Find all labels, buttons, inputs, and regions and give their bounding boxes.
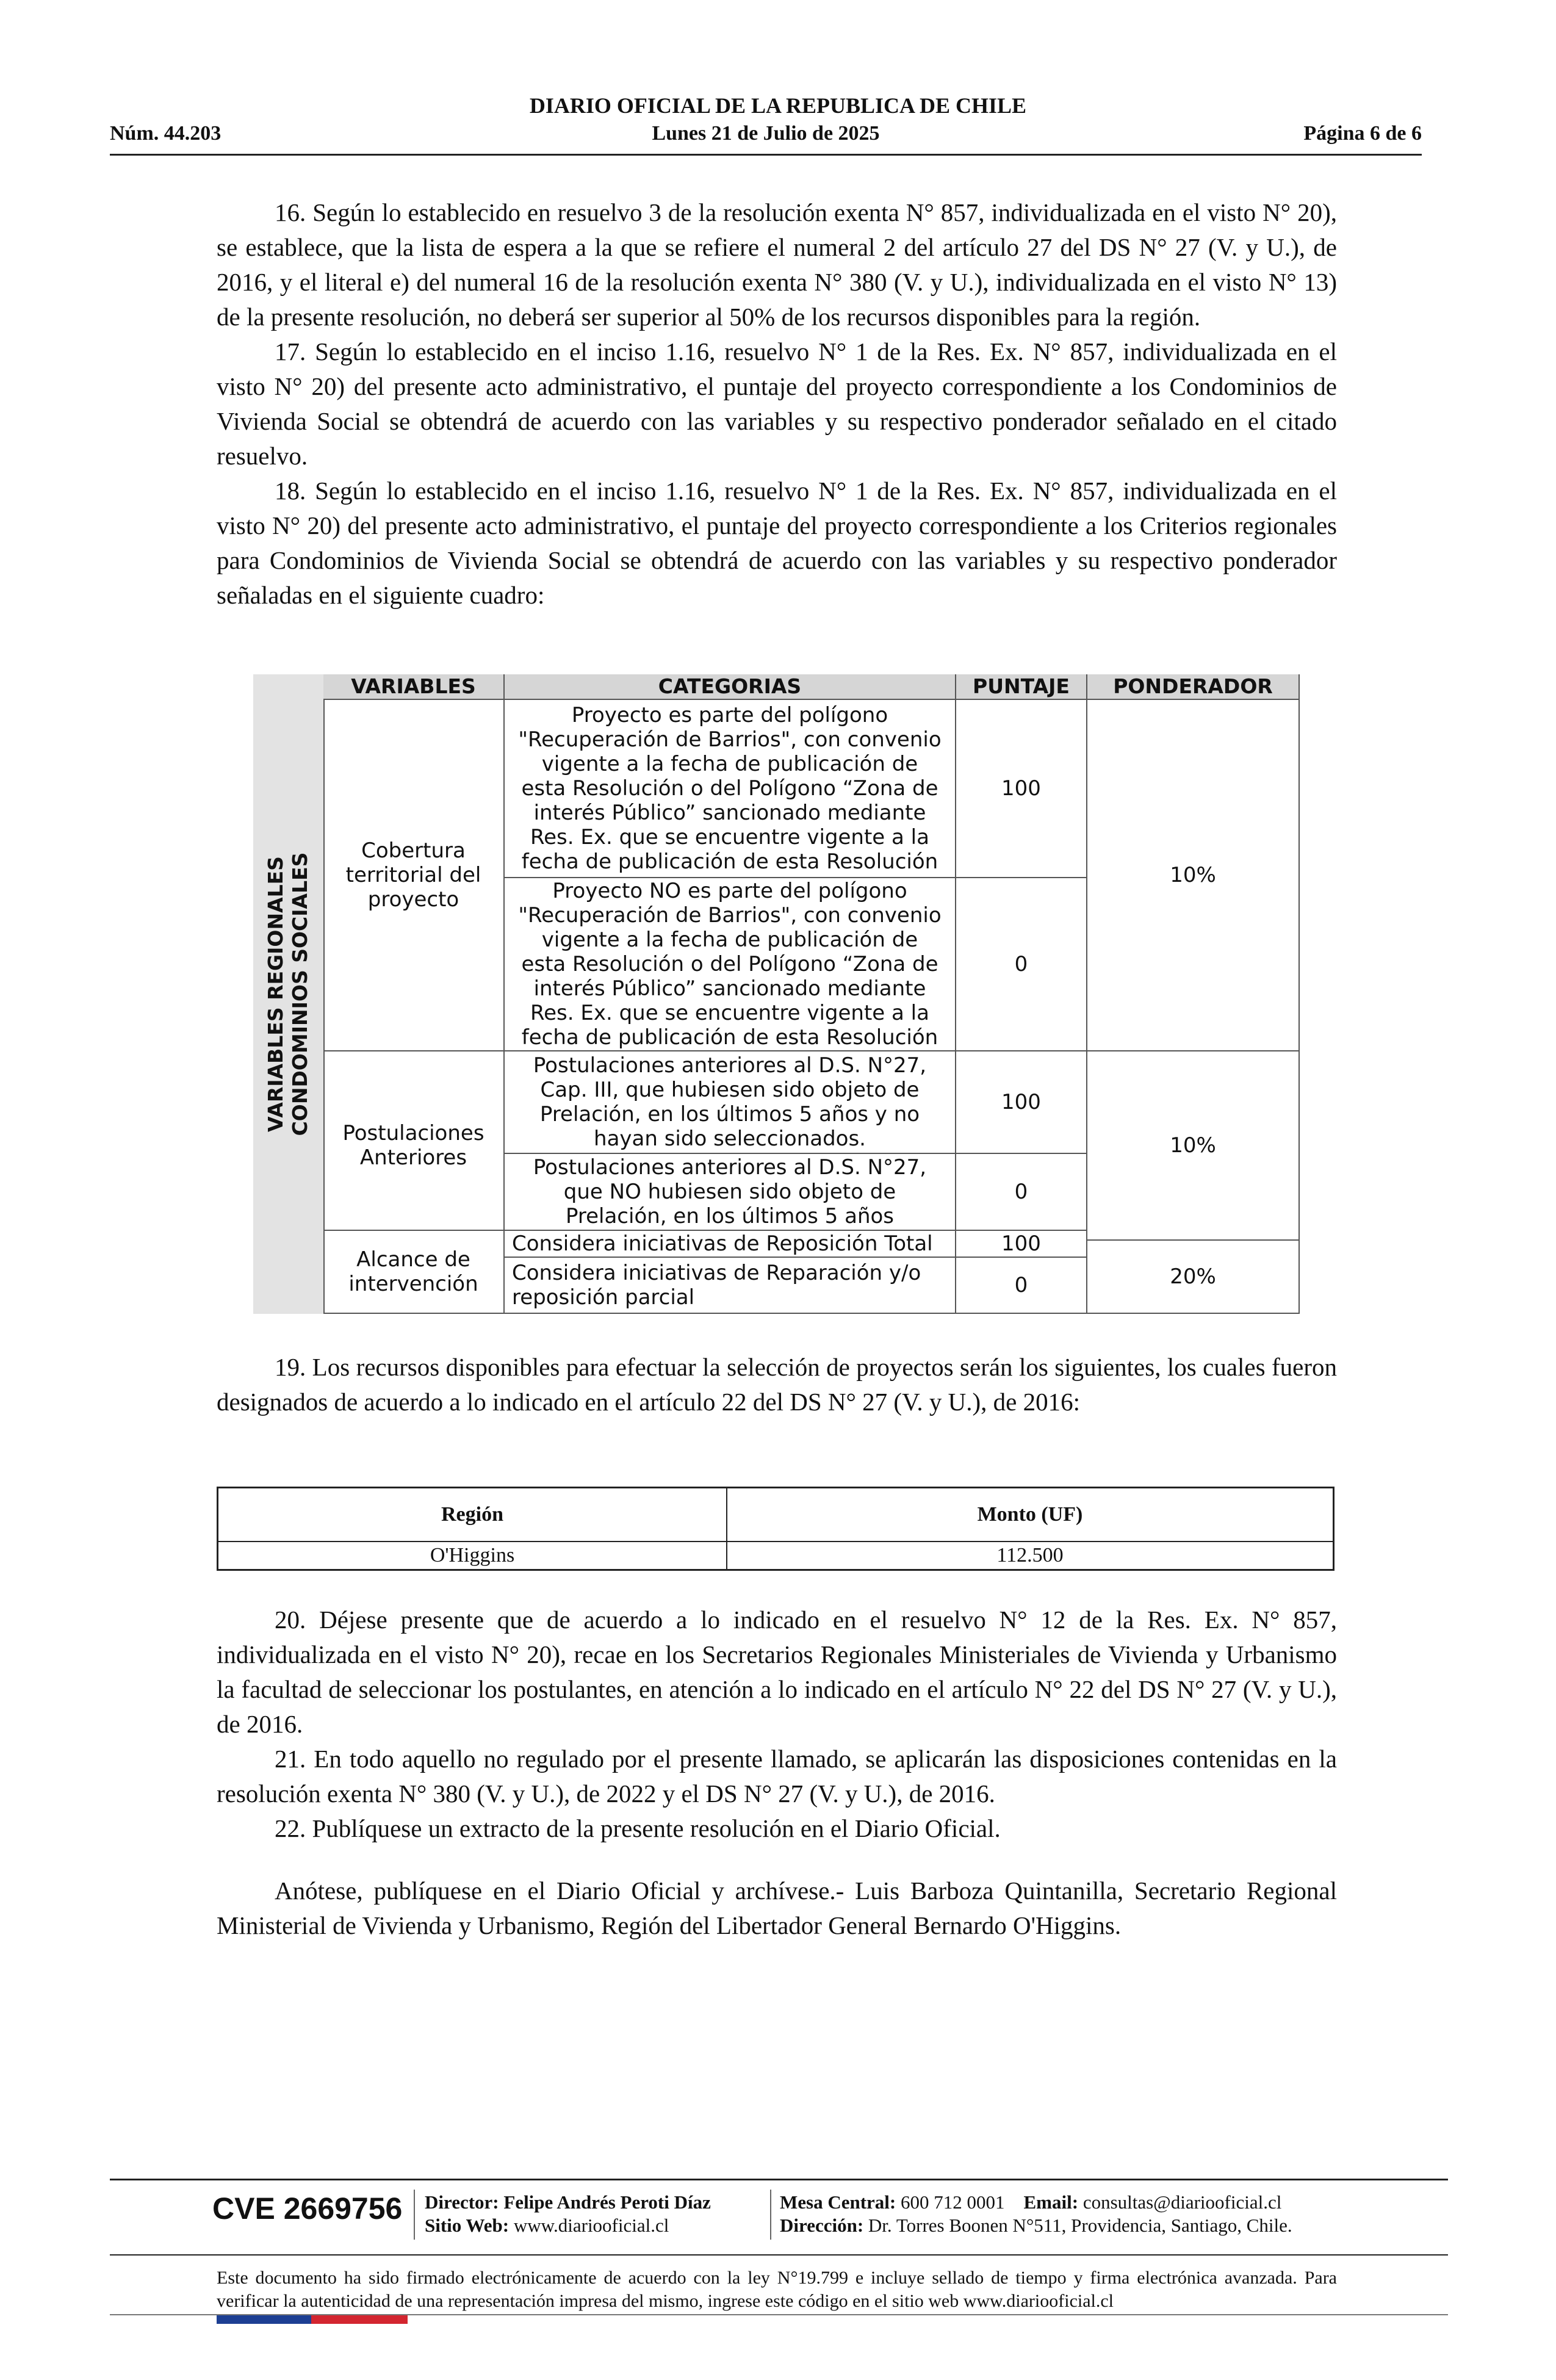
header-divider bbox=[110, 154, 1422, 156]
footer-director-block bbox=[425, 2191, 711, 2237]
director-name: Felipe Andrés Peroti Díaz bbox=[503, 2191, 711, 2213]
weight-cell: 20% bbox=[1086, 1239, 1300, 1314]
cve-code: CVE 2669756 bbox=[212, 2191, 403, 2226]
paragraph-20: 20. Déjese presente que de acuerdo a lo indicado en el resuelvo N° 12 de la Res. Ex. N° 857, individualizada en el visto N° 20), recae en los Secretarios Regionales Ministeriales de Vivienda y Urbanismo la facultad de seleccionar los postulantes, en atención a lo indicado en el artículo N° 22 del DS N° 27 (V. y U.), de 2016. bbox=[217, 1606, 1337, 1738]
issue-number: Núm. 44.203 bbox=[110, 122, 222, 145]
paragraph-21: 21. En todo aquello no regulado por el presente llamado, se aplicarán las disposiciones contenidas en la resolución exenta N° 380 (V. y U.), de 2022 y el DS N° 27 (V. y U.), de 2016. bbox=[217, 1745, 1337, 1808]
header-ponderador: PONDERADOR bbox=[1086, 674, 1300, 700]
header-categorias: CATEGORIAS bbox=[503, 674, 955, 700]
header-variables: VARIABLES bbox=[323, 674, 503, 700]
amount-cell: 112.500 bbox=[996, 1544, 1064, 1567]
verification-note: Este documento ha sido firmado electrónicamente de acuerdo con la ley N°19.799 e incluye sellado de tiempo y firma electrónica avanzada. Para verificar la autenticidad de una representación impresa del mismo, ingrese este código en el sitio web www.diariooficial.cl bbox=[217, 2268, 1337, 2311]
table-side-band bbox=[253, 674, 325, 1314]
director-label: Director: bbox=[425, 2191, 499, 2213]
category-cell: Postulaciones anteriores al D.S. N°27, que NO hubiesen sido objeto de Prelación, en los últimos 5 años bbox=[503, 1153, 955, 1230]
footer-divider-bottom bbox=[110, 2254, 1448, 2256]
email-label: Email: bbox=[1023, 2191, 1079, 2213]
mesa-label: Mesa Central: bbox=[780, 2191, 896, 2213]
category-cell: Considera iniciativas de Reparación y/o reposición parcial bbox=[503, 1257, 955, 1314]
variable-cobertura: Cobertura territorial del proyecto bbox=[345, 838, 481, 912]
footer-separator bbox=[414, 2190, 415, 2240]
web-label: Sitio Web: bbox=[425, 2215, 510, 2236]
flag-bar-red bbox=[311, 2315, 408, 2324]
resources-table bbox=[217, 1487, 1334, 1571]
body-text-mid bbox=[217, 1350, 1337, 1419]
category-cell: Considera iniciativas de Reposición Total bbox=[503, 1230, 955, 1257]
header-monto: Monto (UF) bbox=[727, 1488, 1333, 1542]
variable-alcance: Alcance de intervención bbox=[323, 1230, 503, 1314]
email-link[interactable]: consultas@diariooficial.cl bbox=[1082, 2191, 1282, 2213]
newspaper-title: DIARIO OFICIAL DE LA REPUBLICA DE CHILE bbox=[529, 93, 1027, 118]
variable-postulaciones: Postulaciones Anteriores bbox=[323, 1050, 503, 1239]
footer-divider-top bbox=[110, 2179, 1448, 2180]
address-text: Dr. Torres Boonen N°511, Providencia, Santiago, Chile. bbox=[868, 2215, 1292, 2236]
score-cell: 0 bbox=[955, 1153, 1086, 1230]
paragraph-17: 17. Según lo establecido en el inciso 1.16, resuelvo N° 1 de la Res. Ex. N° 857, individualizada en el visto N° 20) del presente acto administrativo, el puntaje del proyecto correspondiente a los Condominios de Vivienda Social se obtendrá de acuerdo con las variables y su respectivo ponderador señalado en el citado resuelvo. bbox=[217, 337, 1337, 470]
paragraph-18: 18. Según lo establecido en el inciso 1.16, resuelvo N° 1 de la Res. Ex. N° 857, individualizada en el visto N° 20) del presente acto administrativo, el puntaje del proyecto correspondiente a los Criterios regionales para Condominios de Vivienda Social se obtendrá de acuerdo con las variables y su respectivo ponderador señaladas en el siguiente cuadro: bbox=[217, 477, 1337, 609]
header-row bbox=[110, 122, 1422, 151]
flag-bar-blue bbox=[217, 2315, 311, 2324]
category-cell: Proyecto NO es parte del polígono "Recuperación de Barrios", con convenio vigente a la fecha de publicación de esta Resolución o del Polígono “Zona de interés Público” sancionado mediante Res. Ex. que se encuentre vigente a la fecha de publicación de esta Resolución bbox=[503, 877, 955, 1050]
category-cell: Proyecto es parte del polígono "Recuperación de Barrios", con convenio vigente a la fecha de publicación de esta Resolución o del Polígono “Zona de interés Público” sancionado mediante Res. Ex. que se encuentre vigente a la fecha de publicación de esta Resolución bbox=[503, 700, 955, 877]
region-cell: O'Higgins bbox=[218, 1542, 727, 1569]
header-region: Región bbox=[218, 1488, 727, 1542]
closing-text bbox=[217, 1873, 1337, 1943]
score-cell: 0 bbox=[955, 1257, 1086, 1314]
score-cell: 100 bbox=[955, 700, 1086, 877]
page-number: Página 6 de 6 bbox=[1303, 122, 1422, 145]
table-grid bbox=[323, 674, 1300, 1314]
weight-cell: 10% bbox=[1086, 700, 1300, 1050]
body-text-bottom bbox=[217, 1603, 1337, 1846]
score-cell: 100 bbox=[955, 1230, 1086, 1257]
variables-table bbox=[253, 674, 1300, 1314]
web-link[interactable]: www.diariooficial.cl bbox=[513, 2215, 669, 2236]
header-puntaje: PUNTAJE bbox=[955, 674, 1086, 700]
footer-contact-block bbox=[780, 2191, 1292, 2237]
paragraph-16: 16. Según lo establecido en resuelvo 3 de la resolución exenta N° 857, individualizada en el visto N° 20), se establece, que la lista de espera a la que se refiere el numeral 2 del artículo 27 del DS N° 27 (V. y U.), de 2016, y el literal e) del numeral 16 de la resolución exenta N° 380 (V. y U.), individualizada en el visto N° 13) de la presente resolución, no deberá ser superior al 50% de los recursos disponibles para la región. bbox=[217, 198, 1337, 331]
paragraph-22: 22. Publíquese un extracto de la presente resolución en el Diario Oficial. bbox=[275, 1814, 1001, 1842]
footer-separator bbox=[770, 2190, 771, 2240]
score-cell: 0 bbox=[955, 877, 1086, 1050]
score-cell: 100 bbox=[955, 1050, 1086, 1153]
table-side-label: VARIABLES REGIONALES CONDOMINIOS SOCIALES bbox=[264, 852, 312, 1136]
body-text-top bbox=[217, 195, 1337, 613]
paragraph-19: 19. Los recursos disponibles para efectuar la selección de proyectos serán los siguientes, los cuales fueron designados de acuerdo a lo indicado en el artículo 22 del DS N° 27 (V. y U.), de 2016: bbox=[217, 1353, 1337, 1416]
issue-date: Lunes 21 de Julio de 2025 bbox=[652, 122, 880, 145]
address-label: Dirección: bbox=[780, 2215, 864, 2236]
weight-cell: 10% bbox=[1086, 1050, 1300, 1239]
mesa-phone: 600 712 0001 bbox=[901, 2191, 1005, 2213]
closing-paragraph: Anótese, publíquese en el Diario Oficial y archívese.- Luis Barboza Quintanilla, Secretario Regional Ministerial de Vivienda y Urbanismo, Región del Libertador General Bernardo O'Higgins. bbox=[217, 1877, 1337, 1939]
category-cell: Postulaciones anteriores al D.S. N°27, Cap. III, que hubiesen sido objeto de Prelación, en los últimos 5 años y no hayan sido seleccionados. bbox=[503, 1050, 955, 1153]
